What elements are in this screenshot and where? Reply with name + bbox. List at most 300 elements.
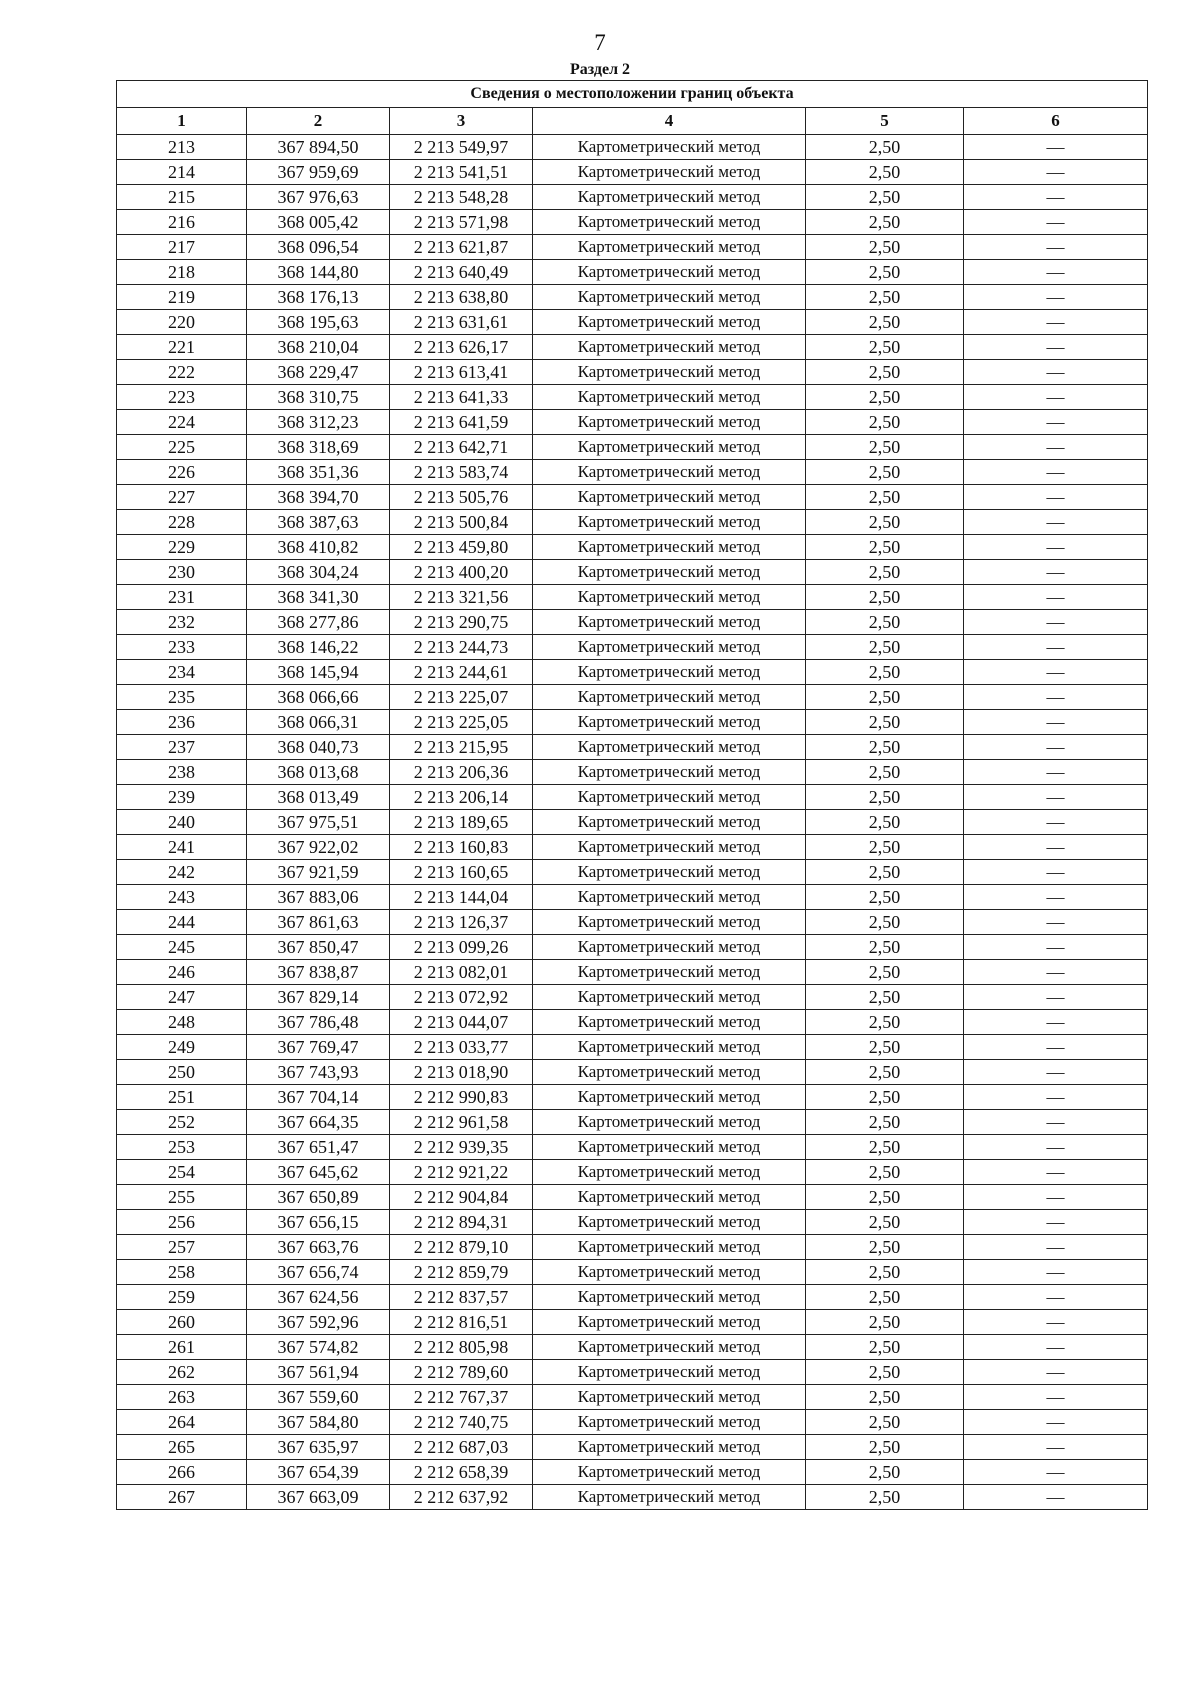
method-cell: Картометрический метод <box>533 1385 806 1410</box>
point-number-cell: 229 <box>117 535 247 560</box>
coordinate-x-cell: 368 394,70 <box>247 485 390 510</box>
section-title: Раздел 2 <box>569 61 631 78</box>
method-cell: Картометрический метод <box>533 210 806 235</box>
method-cell: Картометрический метод <box>533 1485 806 1510</box>
accuracy-cell: 2,50 <box>806 660 964 685</box>
description-cell: — <box>964 710 1148 735</box>
description-cell: — <box>964 935 1148 960</box>
point-number-cell: 225 <box>117 435 247 460</box>
method-cell: Картометрический метод <box>533 1285 806 1310</box>
description-cell: — <box>964 135 1148 160</box>
coordinate-x-cell: 368 341,30 <box>247 585 390 610</box>
method-cell: Картометрический метод <box>533 1160 806 1185</box>
accuracy-cell: 2,50 <box>806 1035 964 1060</box>
coordinate-y-cell: 2 213 044,07 <box>390 1010 533 1035</box>
description-cell: — <box>964 1435 1148 1460</box>
accuracy-cell: 2,50 <box>806 285 964 310</box>
boundary-coordinates-table <box>116 80 1148 1510</box>
point-number-cell: 265 <box>117 1435 247 1460</box>
accuracy-cell: 2,50 <box>806 360 964 385</box>
coordinate-x-cell: 367 584,80 <box>247 1410 390 1435</box>
column-number-row <box>117 108 1148 135</box>
description-cell: — <box>964 385 1148 410</box>
point-number-cell: 264 <box>117 1410 247 1435</box>
table-row <box>117 1010 1148 1035</box>
coordinate-y-cell: 2 212 789,60 <box>390 1360 533 1385</box>
table-row <box>117 435 1148 460</box>
coordinate-x-cell: 367 861,63 <box>247 910 390 935</box>
coordinate-y-cell: 2 212 961,58 <box>390 1110 533 1135</box>
table-row <box>117 760 1148 785</box>
coordinate-y-cell: 2 213 072,92 <box>390 985 533 1010</box>
table-row <box>117 1460 1148 1485</box>
coordinate-y-cell: 2 213 640,49 <box>390 260 533 285</box>
accuracy-cell: 2,50 <box>806 485 964 510</box>
coordinate-x-cell: 367 838,87 <box>247 960 390 985</box>
point-number-cell: 227 <box>117 485 247 510</box>
accuracy-cell: 2,50 <box>806 260 964 285</box>
method-cell: Картометрический метод <box>533 860 806 885</box>
description-cell: — <box>964 1110 1148 1135</box>
method-cell: Картометрический метод <box>533 660 806 685</box>
method-cell: Картометрический метод <box>533 985 806 1010</box>
description-cell: — <box>964 310 1148 335</box>
column-number: 5 <box>806 108 964 135</box>
table-row <box>117 1310 1148 1335</box>
coordinate-y-cell: 2 213 613,41 <box>390 360 533 385</box>
coordinate-y-cell: 2 212 816,51 <box>390 1310 533 1335</box>
column-number: 3 <box>390 108 533 135</box>
coordinate-x-cell: 367 651,47 <box>247 1135 390 1160</box>
accuracy-cell: 2,50 <box>806 760 964 785</box>
coordinate-x-cell: 367 654,39 <box>247 1460 390 1485</box>
coordinate-y-cell: 2 213 244,61 <box>390 660 533 685</box>
point-number-cell: 213 <box>117 135 247 160</box>
coordinate-y-cell: 2 213 290,75 <box>390 610 533 635</box>
point-number-cell: 231 <box>117 585 247 610</box>
accuracy-cell: 2,50 <box>806 1085 964 1110</box>
coordinate-x-cell: 368 040,73 <box>247 735 390 760</box>
accuracy-cell: 2,50 <box>806 1010 964 1035</box>
table-row <box>117 985 1148 1010</box>
coordinate-y-cell: 2 212 894,31 <box>390 1210 533 1235</box>
description-cell: — <box>964 610 1148 635</box>
description-cell: — <box>964 1060 1148 1085</box>
point-number-cell: 247 <box>117 985 247 1010</box>
accuracy-cell: 2,50 <box>806 1335 964 1360</box>
accuracy-cell: 2,50 <box>806 185 964 210</box>
coordinate-y-cell: 2 213 099,26 <box>390 935 533 960</box>
method-cell: Картометрический метод <box>533 135 806 160</box>
description-cell: — <box>964 885 1148 910</box>
point-number-cell: 241 <box>117 835 247 860</box>
accuracy-cell: 2,50 <box>806 235 964 260</box>
coordinate-y-cell: 2 213 189,65 <box>390 810 533 835</box>
coordinate-x-cell: 368 312,23 <box>247 410 390 435</box>
point-number-cell: 259 <box>117 1285 247 1310</box>
description-cell: — <box>964 1410 1148 1435</box>
coordinate-x-cell: 368 310,75 <box>247 385 390 410</box>
table-row <box>117 735 1148 760</box>
table-row <box>117 335 1148 360</box>
description-cell: — <box>964 1160 1148 1185</box>
coordinate-y-cell: 2 213 144,04 <box>390 885 533 910</box>
accuracy-cell: 2,50 <box>806 1360 964 1385</box>
method-cell: Картометрический метод <box>533 735 806 760</box>
coordinate-y-cell: 2 212 658,39 <box>390 1460 533 1485</box>
description-cell: — <box>964 485 1148 510</box>
table-row <box>117 485 1148 510</box>
method-cell: Картометрический метод <box>533 510 806 535</box>
coordinate-y-cell: 2 213 244,73 <box>390 635 533 660</box>
method-cell: Картометрический метод <box>533 160 806 185</box>
point-number-cell: 261 <box>117 1335 247 1360</box>
coordinate-x-cell: 367 645,62 <box>247 1160 390 1185</box>
accuracy-cell: 2,50 <box>806 510 964 535</box>
coordinate-x-cell: 367 663,09 <box>247 1485 390 1510</box>
accuracy-cell: 2,50 <box>806 1310 964 1335</box>
table-row <box>117 1035 1148 1060</box>
method-cell: Картометрический метод <box>533 235 806 260</box>
point-number-cell: 228 <box>117 510 247 535</box>
table-row <box>117 1085 1148 1110</box>
method-cell: Картометрический метод <box>533 1060 806 1085</box>
description-cell: — <box>964 1385 1148 1410</box>
coordinate-y-cell: 2 213 549,97 <box>390 135 533 160</box>
coordinate-y-cell: 2 212 637,92 <box>390 1485 533 1510</box>
point-number-cell: 214 <box>117 160 247 185</box>
accuracy-cell: 2,50 <box>806 985 964 1010</box>
coordinate-x-cell: 367 829,14 <box>247 985 390 1010</box>
coordinate-x-cell: 367 883,06 <box>247 885 390 910</box>
table-row <box>117 660 1148 685</box>
coordinate-y-cell: 2 213 160,65 <box>390 860 533 885</box>
point-number-cell: 248 <box>117 1010 247 1035</box>
table-row <box>117 810 1148 835</box>
description-cell: — <box>964 1285 1148 1310</box>
coordinate-y-cell: 2 213 541,51 <box>390 160 533 185</box>
method-cell: Картометрический метод <box>533 610 806 635</box>
description-cell: — <box>964 735 1148 760</box>
table-row <box>117 1360 1148 1385</box>
accuracy-cell: 2,50 <box>806 460 964 485</box>
coordinate-y-cell: 2 212 879,10 <box>390 1235 533 1260</box>
method-cell: Картометрический метод <box>533 335 806 360</box>
point-number-cell: 263 <box>117 1385 247 1410</box>
accuracy-cell: 2,50 <box>806 335 964 360</box>
table-row <box>117 260 1148 285</box>
point-number-cell: 240 <box>117 810 247 835</box>
description-cell: — <box>964 1460 1148 1485</box>
point-number-cell: 258 <box>117 1260 247 1285</box>
description-cell: — <box>964 685 1148 710</box>
coordinate-x-cell: 367 664,35 <box>247 1110 390 1135</box>
point-number-cell: 260 <box>117 1310 247 1335</box>
method-cell: Картометрический метод <box>533 410 806 435</box>
table-row <box>117 285 1148 310</box>
point-number-cell: 267 <box>117 1485 247 1510</box>
table-row <box>117 610 1148 635</box>
description-cell: — <box>964 760 1148 785</box>
point-number-cell: 224 <box>117 410 247 435</box>
accuracy-cell: 2,50 <box>806 860 964 885</box>
point-number-cell: 222 <box>117 360 247 385</box>
method-cell: Картометрический метод <box>533 560 806 585</box>
table-row <box>117 960 1148 985</box>
point-number-cell: 252 <box>117 1110 247 1135</box>
point-number-cell: 226 <box>117 460 247 485</box>
coordinate-y-cell: 2 213 225,05 <box>390 710 533 735</box>
coordinate-x-cell: 367 624,56 <box>247 1285 390 1310</box>
coordinate-x-cell: 368 210,04 <box>247 335 390 360</box>
coordinate-y-cell: 2 212 805,98 <box>390 1335 533 1360</box>
table-row <box>117 460 1148 485</box>
point-number-cell: 251 <box>117 1085 247 1110</box>
accuracy-cell: 2,50 <box>806 1285 964 1310</box>
table-row <box>117 1335 1148 1360</box>
coordinate-x-cell: 367 921,59 <box>247 860 390 885</box>
coordinate-y-cell: 2 213 631,61 <box>390 310 533 335</box>
method-cell: Картометрический метод <box>533 1135 806 1160</box>
description-cell: — <box>964 460 1148 485</box>
accuracy-cell: 2,50 <box>806 535 964 560</box>
accuracy-cell: 2,50 <box>806 885 964 910</box>
accuracy-cell: 2,50 <box>806 1485 964 1510</box>
method-cell: Картометрический метод <box>533 1360 806 1385</box>
table-row <box>117 160 1148 185</box>
coordinate-x-cell: 367 786,48 <box>247 1010 390 1035</box>
coordinate-x-cell: 367 894,50 <box>247 135 390 160</box>
table-row <box>117 1060 1148 1085</box>
description-cell: — <box>964 960 1148 985</box>
description-cell: — <box>964 1310 1148 1335</box>
point-number-cell: 221 <box>117 335 247 360</box>
accuracy-cell: 2,50 <box>806 610 964 635</box>
accuracy-cell: 2,50 <box>806 1210 964 1235</box>
coordinate-y-cell: 2 213 321,56 <box>390 585 533 610</box>
coordinate-y-cell: 2 213 225,07 <box>390 685 533 710</box>
coordinate-y-cell: 2 213 641,59 <box>390 410 533 435</box>
table-body <box>117 135 1148 1510</box>
coordinate-y-cell: 2 213 571,98 <box>390 210 533 235</box>
coordinate-x-cell: 367 743,93 <box>247 1060 390 1085</box>
method-cell: Картометрический метод <box>533 1085 806 1110</box>
method-cell: Картометрический метод <box>533 635 806 660</box>
point-number-cell: 220 <box>117 310 247 335</box>
coordinate-x-cell: 367 635,97 <box>247 1435 390 1460</box>
point-number-cell: 235 <box>117 685 247 710</box>
accuracy-cell: 2,50 <box>806 635 964 660</box>
accuracy-cell: 2,50 <box>806 1185 964 1210</box>
method-cell: Картометрический метод <box>533 1235 806 1260</box>
description-cell: — <box>964 1360 1148 1385</box>
page-number: 7 <box>594 30 606 55</box>
point-number-cell: 234 <box>117 660 247 685</box>
coordinate-x-cell: 367 704,14 <box>247 1085 390 1110</box>
point-number-cell: 237 <box>117 735 247 760</box>
coordinate-x-cell: 368 387,63 <box>247 510 390 535</box>
accuracy-cell: 2,50 <box>806 585 964 610</box>
accuracy-cell: 2,50 <box>806 735 964 760</box>
coordinate-y-cell: 2 212 859,79 <box>390 1260 533 1285</box>
coordinate-y-cell: 2 213 126,37 <box>390 910 533 935</box>
method-cell: Картометрический метод <box>533 1335 806 1360</box>
point-number-cell: 245 <box>117 935 247 960</box>
point-number-cell: 230 <box>117 560 247 585</box>
description-cell: — <box>964 585 1148 610</box>
column-number: 2 <box>247 108 390 135</box>
description-cell: — <box>964 1010 1148 1035</box>
column-number: 1 <box>117 108 247 135</box>
point-number-cell: 223 <box>117 385 247 410</box>
coordinate-x-cell: 368 013,49 <box>247 785 390 810</box>
table-row <box>117 1485 1148 1510</box>
column-number: 4 <box>533 108 806 135</box>
accuracy-cell: 2,50 <box>806 935 964 960</box>
accuracy-cell: 2,50 <box>806 160 964 185</box>
coordinate-x-cell: 368 005,42 <box>247 210 390 235</box>
coordinate-y-cell: 2 213 641,33 <box>390 385 533 410</box>
method-cell: Картометрический метод <box>533 1310 806 1335</box>
description-cell: — <box>964 1185 1148 1210</box>
table-row <box>117 835 1148 860</box>
coordinate-x-cell: 368 277,86 <box>247 610 390 635</box>
table-caption-row <box>117 81 1148 108</box>
method-cell: Картометрический метод <box>533 1410 806 1435</box>
coordinate-y-cell: 2 212 740,75 <box>390 1410 533 1435</box>
description-cell: — <box>964 835 1148 860</box>
coordinate-x-cell: 368 066,31 <box>247 710 390 735</box>
point-number-cell: 253 <box>117 1135 247 1160</box>
accuracy-cell: 2,50 <box>806 135 964 160</box>
table-row <box>117 385 1148 410</box>
description-cell: — <box>964 410 1148 435</box>
accuracy-cell: 2,50 <box>806 835 964 860</box>
method-cell: Картометрический метод <box>533 1460 806 1485</box>
coordinate-x-cell: 367 592,96 <box>247 1310 390 1335</box>
point-number-cell: 215 <box>117 185 247 210</box>
table-row <box>117 860 1148 885</box>
accuracy-cell: 2,50 <box>806 560 964 585</box>
description-cell: — <box>964 860 1148 885</box>
point-number-cell: 262 <box>117 1360 247 1385</box>
method-cell: Картометрический метод <box>533 385 806 410</box>
column-number: 6 <box>964 108 1148 135</box>
table-row <box>117 360 1148 385</box>
method-cell: Картометрический метод <box>533 1110 806 1135</box>
method-cell: Картометрический метод <box>533 585 806 610</box>
accuracy-cell: 2,50 <box>806 810 964 835</box>
coordinate-y-cell: 2 213 018,90 <box>390 1060 533 1085</box>
point-number-cell: 254 <box>117 1160 247 1185</box>
coordinate-x-cell: 368 351,36 <box>247 460 390 485</box>
table-row <box>117 710 1148 735</box>
accuracy-cell: 2,50 <box>806 1135 964 1160</box>
description-cell: — <box>964 985 1148 1010</box>
method-cell: Картометрический метод <box>533 1210 806 1235</box>
point-number-cell: 216 <box>117 210 247 235</box>
coordinate-x-cell: 368 229,47 <box>247 360 390 385</box>
table-row <box>117 935 1148 960</box>
point-number-cell: 257 <box>117 1235 247 1260</box>
coordinate-y-cell: 2 213 400,20 <box>390 560 533 585</box>
coordinate-y-cell: 2 212 837,57 <box>390 1285 533 1310</box>
point-number-cell: 238 <box>117 760 247 785</box>
coordinate-x-cell: 368 096,54 <box>247 235 390 260</box>
coordinate-x-cell: 367 959,69 <box>247 160 390 185</box>
table-row <box>117 185 1148 210</box>
point-number-cell: 219 <box>117 285 247 310</box>
method-cell: Картометрический метод <box>533 1185 806 1210</box>
description-cell: — <box>964 1235 1148 1260</box>
point-number-cell: 256 <box>117 1210 247 1235</box>
description-cell: — <box>964 1035 1148 1060</box>
accuracy-cell: 2,50 <box>806 1410 964 1435</box>
coordinate-y-cell: 2 212 990,83 <box>390 1085 533 1110</box>
coordinate-x-cell: 368 176,13 <box>247 285 390 310</box>
description-cell: — <box>964 510 1148 535</box>
point-number-cell: 255 <box>117 1185 247 1210</box>
coordinate-x-cell: 367 559,60 <box>247 1385 390 1410</box>
point-number-cell: 242 <box>117 860 247 885</box>
coordinate-x-cell: 367 663,76 <box>247 1235 390 1260</box>
accuracy-cell: 2,50 <box>806 685 964 710</box>
coordinate-x-cell: 367 561,94 <box>247 1360 390 1385</box>
table-row <box>117 635 1148 660</box>
coordinate-x-cell: 367 922,02 <box>247 835 390 860</box>
method-cell: Картометрический метод <box>533 535 806 560</box>
coordinate-y-cell: 2 213 642,71 <box>390 435 533 460</box>
coordinate-y-cell: 2 213 215,95 <box>390 735 533 760</box>
description-cell: — <box>964 810 1148 835</box>
table-row <box>117 510 1148 535</box>
description-cell: — <box>964 660 1148 685</box>
description-cell: — <box>964 1210 1148 1235</box>
method-cell: Картометрический метод <box>533 360 806 385</box>
method-cell: Картометрический метод <box>533 435 806 460</box>
method-cell: Картометрический метод <box>533 810 806 835</box>
method-cell: Картометрический метод <box>533 260 806 285</box>
coordinate-x-cell: 368 304,24 <box>247 560 390 585</box>
table-row <box>117 1410 1148 1435</box>
method-cell: Картометрический метод <box>533 1035 806 1060</box>
coordinate-y-cell: 2 213 500,84 <box>390 510 533 535</box>
coordinate-x-cell: 368 145,94 <box>247 660 390 685</box>
coordinate-x-cell: 368 410,82 <box>247 535 390 560</box>
table-row <box>117 1185 1148 1210</box>
method-cell: Картометрический метод <box>533 285 806 310</box>
coordinate-x-cell: 368 146,22 <box>247 635 390 660</box>
coordinate-y-cell: 2 212 687,03 <box>390 1435 533 1460</box>
method-cell: Картометрический метод <box>533 885 806 910</box>
description-cell: — <box>964 1085 1148 1110</box>
coordinate-x-cell: 368 013,68 <box>247 760 390 785</box>
accuracy-cell: 2,50 <box>806 310 964 335</box>
coordinate-y-cell: 2 212 767,37 <box>390 1385 533 1410</box>
table-row <box>117 410 1148 435</box>
description-cell: — <box>964 1135 1148 1160</box>
coordinate-y-cell: 2 213 505,76 <box>390 485 533 510</box>
accuracy-cell: 2,50 <box>806 210 964 235</box>
method-cell: Картометрический метод <box>533 960 806 985</box>
coordinate-x-cell: 367 574,82 <box>247 1335 390 1360</box>
table-row <box>117 535 1148 560</box>
method-cell: Картометрический метод <box>533 1260 806 1285</box>
table-row <box>117 885 1148 910</box>
coordinate-x-cell: 367 976,63 <box>247 185 390 210</box>
accuracy-cell: 2,50 <box>806 1460 964 1485</box>
table-row <box>117 585 1148 610</box>
